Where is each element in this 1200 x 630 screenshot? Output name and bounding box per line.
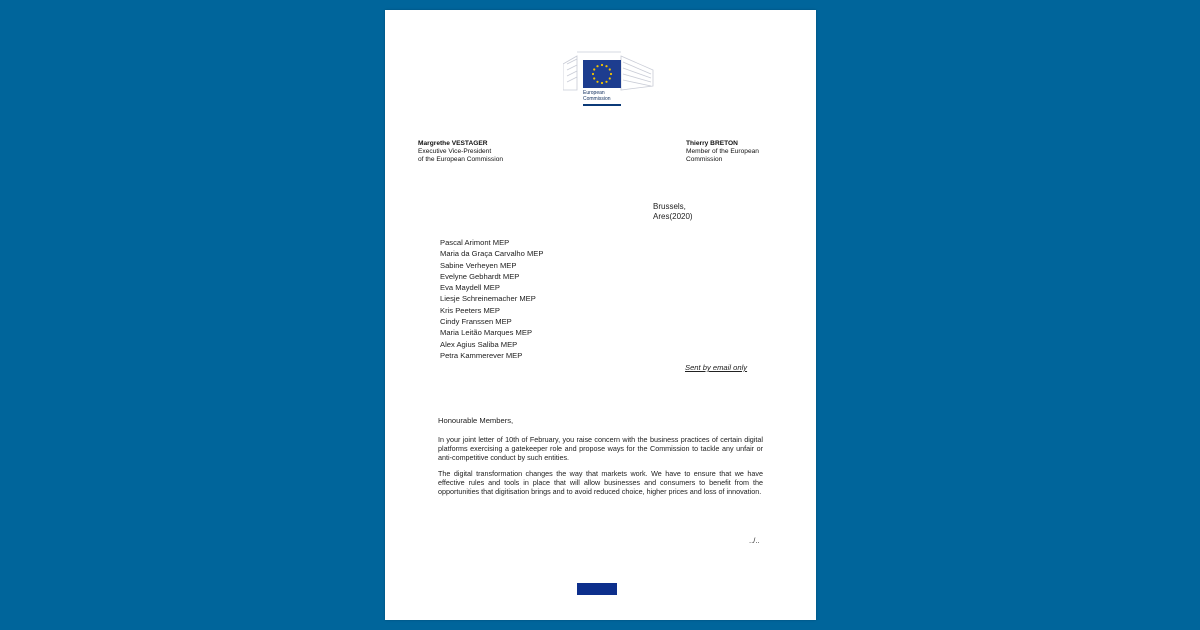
star-icon — [601, 82, 603, 84]
sender-left-role-1: Executive Vice-President — [418, 148, 492, 155]
recipient-item: Evelyne Gebhardt MEP — [440, 271, 520, 281]
star-icon — [601, 64, 603, 66]
recipient-list — [440, 237, 543, 361]
letter-page — [385, 10, 816, 620]
sender-left-role-2: of the European Commission — [418, 156, 504, 163]
star-icon — [609, 77, 611, 79]
recipient-item: Petra Kammerever MEP — [440, 350, 523, 360]
logo-line-1: European — [583, 90, 605, 96]
recipient-item: Eva Maydell MEP — [440, 283, 500, 293]
logo-caption — [583, 90, 643, 102]
sent-by-email-note: Sent by email only — [685, 363, 748, 372]
recipient-item: Maria Leitão Marques MEP — [440, 328, 533, 338]
star-icon — [605, 81, 607, 83]
paragraph-2: The digital transformation changes the way that markets work. We have to ensure that we have effective rules and tools in place that will allow businesses and consumers to benefit from the opportunities that digitisation brings and to avoid reduced choice, higher prices and loss of innovation. — [438, 469, 763, 496]
recipient-item: Alex Agius Saliba MEP — [440, 339, 518, 349]
recipient-item: Liesje Schreinemacher MEP — [440, 294, 536, 304]
recipient-item: Maria da Graça Carvalho MEP — [440, 249, 544, 259]
sender-left — [418, 140, 503, 164]
star-icon — [610, 73, 612, 75]
sender-right — [686, 140, 776, 164]
reference-number: Ares(2020) — [653, 212, 693, 221]
logo-underline — [583, 104, 621, 106]
logo-line-2: Commission — [583, 96, 611, 102]
recipient-item: Pascal Arimont MEP — [440, 238, 510, 247]
star-icon — [592, 73, 594, 75]
sender-right-name: Thierry BRETON — [686, 140, 738, 147]
recipient-item: Sabine Verheyen MEP — [440, 260, 517, 270]
star-icon — [593, 68, 595, 70]
star-icon — [596, 65, 598, 67]
sender-left-name: Margrethe VESTAGER — [418, 140, 488, 147]
star-icon — [609, 68, 611, 70]
recipient-item: Cindy Franssen MEP — [440, 317, 512, 327]
continuation-mark: ../.. — [749, 536, 760, 545]
salutation: Honourable Members, — [438, 416, 514, 425]
sender-right-role-2: Commission — [686, 156, 723, 163]
star-icon — [593, 77, 595, 79]
sender-right-role-1: Member of the European — [686, 148, 759, 155]
paragraph-1: In your joint letter of 10th of February, you raise concern with the business practices of certain digital platforms exercising a gatekeeper role and propose ways for the Commission to tackle any unfair or anti-competitive conduct by such entities. — [438, 435, 763, 462]
star-icon — [596, 81, 598, 83]
star-icon — [605, 65, 607, 67]
footer-bar — [577, 583, 617, 595]
place-city: Brussels, — [653, 202, 686, 211]
recipient-item: Kris Peeters MEP — [440, 305, 500, 315]
place-and-reference — [653, 202, 693, 222]
